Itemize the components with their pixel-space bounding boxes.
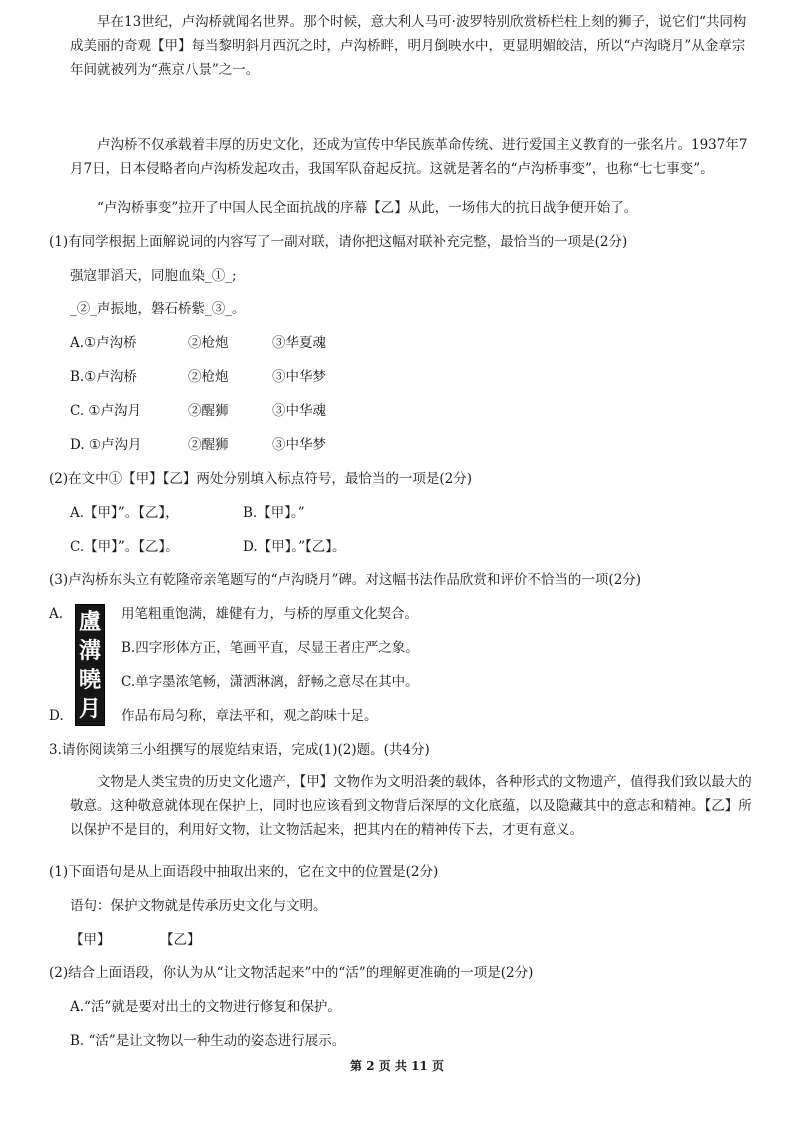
q3-stem: (3)卢沟桥东头立有乾隆帝亲笔题写的“卢沟晓月”碑。对这幅书法作品欣赏和评价不恰当的一项(2分) <box>49 572 642 588</box>
q3-option-d: 作品布局匀称，章法平和，观之韵味十足。 <box>121 708 378 724</box>
section3-q1-yi: 【乙】 <box>160 932 201 948</box>
couplet-line-2: _②_声振地，磐石桥紫_③_。 <box>70 301 246 317</box>
section3-paragraph: 文物是人类宝贵的历史文化遗产，【甲】文物作为文明沿袭的载体，各种形式的文物遗产，值得我们致以最大的敬意。这种敬意就体现在保护上，同时也应该看到文物背后深厚的文化底蕴，以及隐藏其中的意志和精神。【乙】所以保护不是目的，利用好文物，让文物活起来，把其内在的精神传下去，才更有意义。 <box>70 774 752 838</box>
couplet-line-1: 强寇罪滔天，同胞血染_①_; <box>70 268 237 284</box>
section3-q1-sentence: 语句：保护文物就是传承历史文化与文明。 <box>70 898 327 914</box>
q3-option-a: 用笔粗重饱满，雄健有力，与桥的厚重文化契合。 <box>121 606 418 622</box>
calligraphy-image <box>75 604 105 726</box>
section3-q1-stem: (1)下面语句是从上面语段中抽取出来的，它在文中的位置是(2分) <box>49 864 439 880</box>
page-footer: 第 2 页 共 11 页 <box>350 1059 444 1073</box>
q1-option-d-1: D. ①卢沟月 <box>70 437 142 453</box>
q3-label-d: D. <box>49 708 64 724</box>
q2-stem: (2)在文中①【甲】【乙】两处分别填入标点符号，最恰当的一项是(2分) <box>49 471 472 487</box>
section3-title: 3.请你阅读第三小组撰写的展览结束语，完成(1)(2)题。(共4分) <box>49 742 430 758</box>
q2-option-d: D.【甲】。”【乙】。 <box>243 539 346 555</box>
q1-option-d-3: ③中华梦 <box>272 437 326 453</box>
q1-option-d-2: ②醒狮 <box>188 437 229 453</box>
q1-option-c-2: ②醒狮 <box>188 403 229 419</box>
calligraphy-char-2: 溝 <box>78 638 101 664</box>
q1-option-b-1: B.①卢沟桥 <box>70 369 137 385</box>
paragraph-lugou-bridge-history: 早在13世纪，卢沟桥就闻名世界。那个时候，意大利人马可·波罗特别欣赏桥栏柱上刻的狮子，说它们“共同构成美丽的奇观【甲】每当黎明斜月西沉之时，卢沟桥畔，明月倒映水中，更显明媚皎洁，所以“卢沟晓月”从金章宗年间就被列为“燕京八景”之一。 <box>70 14 747 78</box>
section3-q2-stem: (2)结合上面语段，你认为从“让文物活起来”中的“活”的理解更准确的一项是(2分) <box>49 965 534 981</box>
q1-option-b-3: ③中华梦 <box>272 369 326 385</box>
q2-option-a: A.【甲】”。【乙】， <box>70 505 179 521</box>
section3-q2-option-a: A.“活”就是要对出土的文物进行修复和保护。 <box>70 999 341 1015</box>
calligraphy-char-4: 月 <box>78 696 101 722</box>
q1-option-b-2: ②枪炮 <box>188 369 229 385</box>
q1-option-c-1: C. ①卢沟月 <box>70 403 142 419</box>
paragraph-war-start: “卢沟桥事变”拉开了中国人民全面抗战的序幕【乙】从此，一场伟大的抗日战争便开始了。 <box>97 200 638 216</box>
q1-option-c-3: ③中华魂 <box>272 403 326 419</box>
q1-option-a-2: ②枪炮 <box>188 335 229 351</box>
q1-option-a-3: ③华夏魂 <box>272 335 326 351</box>
section3-q1-jia: 【甲】 <box>70 932 111 948</box>
q3-option-c: C.单字墨浓笔畅，潇洒淋漓，舒畅之意尽在其中。 <box>121 674 419 690</box>
q1-option-a-1: A.①卢沟桥 <box>70 335 137 351</box>
q2-option-c: C.【甲】”。【乙】。 <box>70 539 179 555</box>
q1-stem: (1)有同学根据上面解说词的内容写了一副对联，请你把这幅对联补充完整，最恰当的一项是(2分) <box>49 234 628 250</box>
section3-q2-option-b: B. “活”是让文物以一种生动的姿态进行展示。 <box>70 1033 346 1049</box>
calligraphy-char-3: 曉 <box>78 667 101 693</box>
q2-option-b: B.【甲】。” <box>243 505 305 521</box>
q3-label-a: A. <box>49 606 64 622</box>
paragraph-lugou-incident: 卢沟桥不仅承载着丰厚的历史文化，还成为宣传中华民族革命传统、进行爱国主义教育的一张名片。1937年7月7日，日本侵略者向卢沟桥发起攻击，我国军队奋起反抗。这就是著名的“卢沟桥事变”，也称“七七事变”。 <box>70 137 748 177</box>
calligraphy-char-1: 盧 <box>78 609 101 635</box>
q3-option-b: B.四字形体方正，笔画平直，尽显王者庄严之象。 <box>121 640 419 656</box>
